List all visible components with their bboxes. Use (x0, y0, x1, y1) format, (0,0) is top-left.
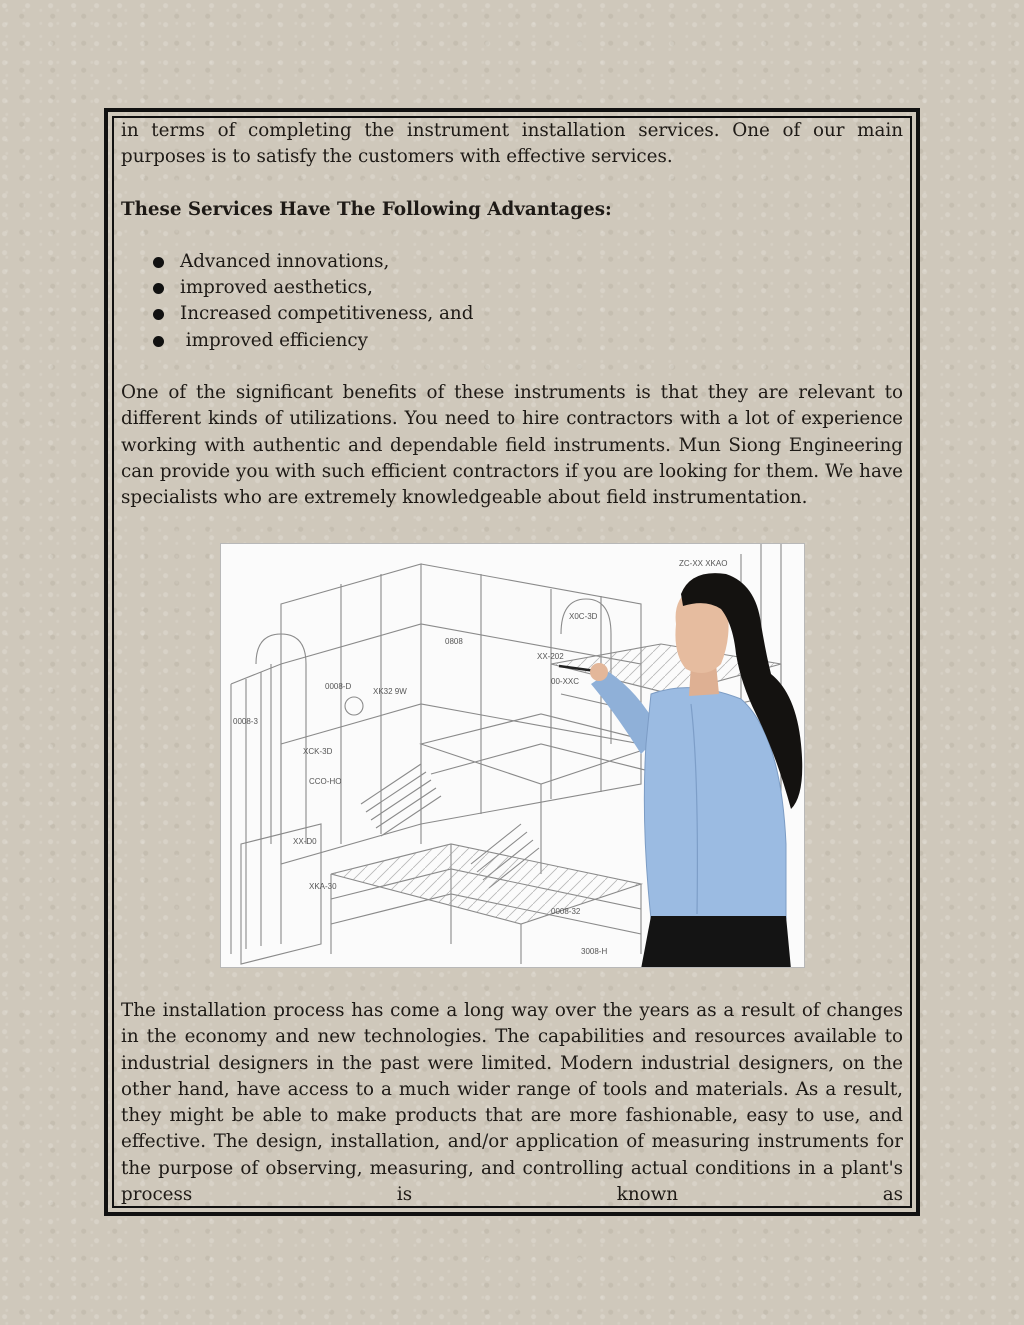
schematic-label: XKA-30 (309, 882, 337, 891)
article-bottom (121, 998, 903, 1208)
list-item: Advanced innovations, (121, 249, 903, 275)
benefits-paragraph: One of the significant benefits of these instruments is that they are relevant to different kinds of utilizations. You need to hire contractors with a lot of experience working with authentic and dependable field instruments. Mun Siong Engineering can provide you with such efficient contractors if you are looking for them. We have specialists who are extremely knowledgeable about field instrumentation. (121, 382, 903, 509)
schematic-label: 0808 (445, 637, 463, 646)
schematic-label: ZC-XX XKAO (679, 559, 728, 568)
plant-schematic-illustration (221, 544, 805, 968)
engineer-schematic-image (220, 543, 805, 968)
list-item: Increased competitiveness, and (121, 301, 903, 327)
schematic-label: 00-XXC (551, 677, 580, 686)
list-item: improved aesthetics, (121, 275, 903, 301)
list-item: improved efficiency (121, 328, 903, 354)
schematic-label: XK32 9W (373, 687, 407, 696)
article-top (121, 118, 903, 512)
advantages-list (121, 249, 903, 354)
engineer-figure (559, 573, 802, 968)
schematic-label: 3008-H (581, 947, 608, 956)
schematic-label: XCK-3D (303, 747, 333, 756)
schematic-label: 0008-D (325, 682, 352, 691)
schematic-label: CCO-HO (309, 777, 342, 786)
schematic-label: XX-202 (537, 652, 564, 661)
installation-paragraph: The installation process has come a long way over the years as a result of changes in the economy and new technologies. The capabilities and resources available to industrial designers in the past were limited. Modern industrial designers, on the other hand, have access to a much wider range of tools and materials. As a result, they might be able to make products that are more fashionable, easy to use, and effective. The design, installation, and/or application of measuring instruments for the purpose of observing, measuring, and controlling actual conditions in a plant's process is known as (121, 1000, 903, 1206)
schematic-label: 0008-32 (551, 907, 581, 916)
intro-paragraph: in terms of completing the instrument installation services. One of our main purposes is to satisfy the customers with effective services. (121, 120, 903, 168)
schematic-label: XX-D0 (293, 837, 317, 846)
advantages-heading: These Services Have The Following Advantages: (121, 198, 612, 220)
schematic-label: X0C-3D (569, 612, 598, 621)
schematic-label: 0008-3 (233, 717, 258, 726)
